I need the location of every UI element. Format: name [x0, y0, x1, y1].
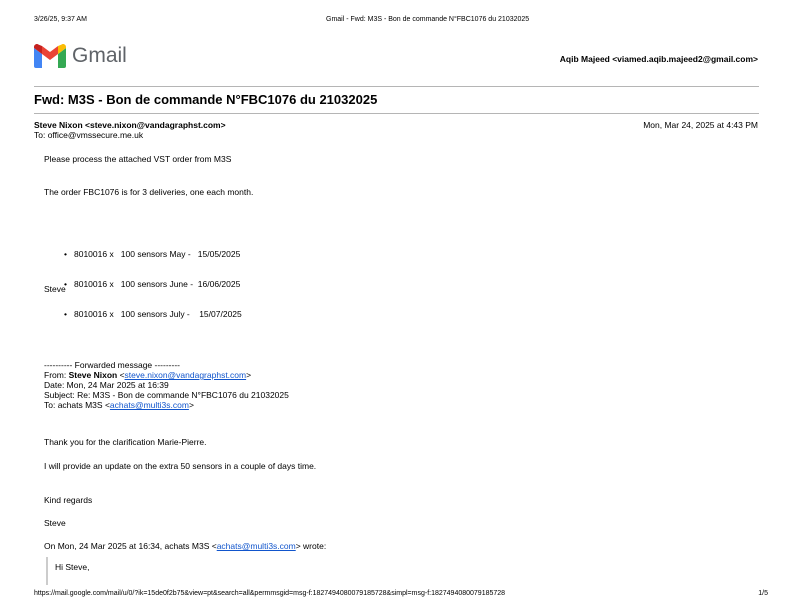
forward-line-1: Thank you for the clarification Marie-Pierre. — [44, 437, 207, 447]
forward-regards: Kind regards — [44, 495, 93, 505]
forward-from-name: Steve Nixon — [68, 370, 118, 380]
delivery-list — [64, 229, 242, 329]
subject-divider — [34, 113, 759, 114]
forward-to-email-link[interactable]: achats@multi3s.com — [109, 400, 189, 410]
forward-subject: Subject: Re: M3S - Bon de commande N°FBC1076 du 21032025 — [44, 390, 289, 400]
forward-date: Date: Mon, 24 Mar 2025 at 16:39 — [44, 380, 169, 390]
recipient: To: office@vmssecure.me.uk — [34, 130, 144, 140]
email-subject: Fwd: M3S - Bon de commande N°FBC1076 du 21032025 — [34, 92, 378, 107]
list-item: • 8010016 x 100 sensors May - 15/05/2025 — [64, 249, 242, 259]
quote-attribution: On Mon, 24 Mar 2025 at 16:34, achats M3S <achats@multi3s.com> wrote: — [44, 541, 327, 551]
forward-name: Steve — [44, 518, 66, 528]
email-date: Mon, Mar 24, 2025 at 4:43 PM — [643, 120, 758, 130]
quote-greeting: Hi Steve, — [55, 562, 90, 572]
list-item: • 8010016 x 100 sensors July - 15/07/2025 — [64, 309, 242, 319]
list-item: • 8010016 x 100 sensors June - 16/06/2025 — [64, 279, 242, 289]
forward-to: To: achats M3S <achats@multi3s.com> — [44, 400, 194, 410]
body-line-2: The order FBC1076 is for 3 deliveries, one each month. — [44, 187, 254, 197]
forward-separator: ---------- Forwarded message --------- — [44, 360, 180, 370]
gmail-logo-text: Gmail — [72, 44, 127, 67]
gmail-logo-icon — [34, 44, 66, 68]
sender: Steve Nixon <steve.nixon@vandagraphst.com> — [34, 120, 226, 130]
body-line-1: Please process the attached VST order from M3S — [44, 154, 232, 164]
forward-from-email-link[interactable]: steve.nixon@vandagraphst.com — [124, 370, 247, 380]
print-title: Gmail - Fwd: M3S - Bon de commande N°FBC1076 du 21032025 — [326, 16, 530, 23]
print-url: https://mail.google.com/mail/u/0/?ik=15de0f2b75&view=pt&search=all&permmsgid=msg-f:1827494080079185728&simpl=msg-f:1827494080079185728 — [34, 590, 506, 597]
header-divider — [34, 86, 759, 87]
page-number: 1/5 — [758, 590, 768, 597]
signoff: Steve — [44, 284, 66, 294]
print-datetime: 3/26/25, 9:37 AM — [34, 16, 87, 23]
quote-bar — [46, 557, 48, 585]
forward-line-2: I will provide an update on the extra 50 sensors in a couple of days time. — [44, 461, 317, 471]
forward-from: From: Steve Nixon <steve.nixon@vandagraphst.com> — [44, 370, 252, 380]
account-email: Aqib Majeed <viamed.aqib.majeed2@gmail.com> — [559, 54, 758, 64]
quote-email-link[interactable]: achats@multi3s.com — [216, 541, 296, 551]
